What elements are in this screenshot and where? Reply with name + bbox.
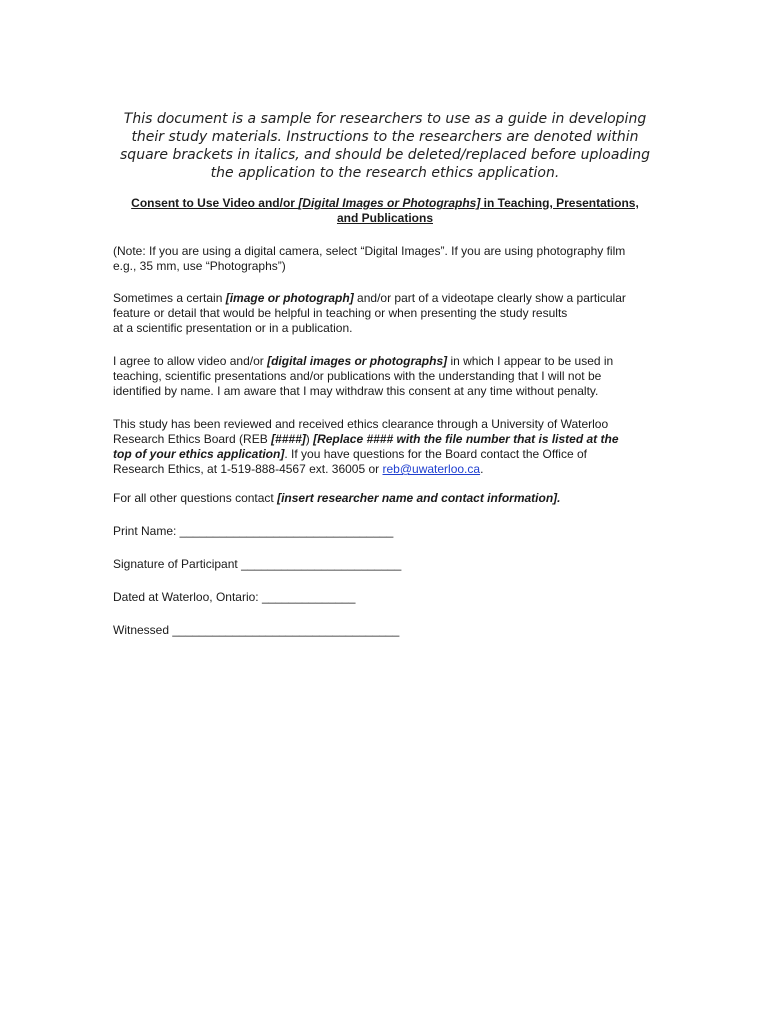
para1-line-1: [113, 291, 661, 306]
para3-text-reb: Research Ethics Board (REB: [113, 432, 272, 446]
document-title: [112, 196, 658, 226]
paragraph-1: [113, 291, 661, 336]
note-paragraph: [113, 244, 661, 274]
email-link[interactable]: reb@uwaterloo.ca: [382, 462, 481, 476]
print-name-field: Print Name: ________________________________: [113, 524, 394, 538]
intro-line-3: square brackets in italics, and should be deleted/replaced before uploading: [120, 147, 650, 163]
para2-line-2: teaching, scientific presentations and/or publications with the understanding that I will not be: [113, 369, 602, 383]
intro-line-4: the application to the research ethics application.: [210, 165, 560, 181]
para3-replace-instruction: [Replace #### with the file number that is listed at the: [313, 432, 619, 446]
signature-field: Signature of Participant ________________________: [113, 557, 402, 571]
para3-reb-placeholder: [####]: [271, 432, 306, 446]
note-line-2: e.g., 35 mm, use “Photographs”): [113, 259, 286, 273]
para2-line-3: identified by name. I am aware that I may withdraw this consent at any time without penalty.: [113, 384, 599, 398]
para1-text-a: Sometimes a certain: [113, 291, 226, 305]
para3-line-1: This study has been reviewed and received ethics clearance through a University of Waterloo: [113, 417, 609, 431]
para3-text-period: .: [480, 462, 484, 476]
para1-line-3: at a scientific presentation or in a publication.: [113, 321, 353, 335]
paragraph-2: [113, 354, 661, 399]
para4-placeholder: [insert researcher name and contact information].: [277, 491, 561, 505]
para1-text-c: and/or part of a videotape clearly show a particular: [353, 291, 626, 305]
para2-line-1: [113, 354, 661, 369]
paragraph-4: [113, 491, 661, 506]
para1-placeholder: [image or photograph]: [225, 291, 354, 305]
title-part-2: [Digital Images or Photographs]: [298, 196, 481, 210]
title-part-1: Consent to Use Video and/or: [131, 196, 299, 210]
para3-text-paren: ): [305, 432, 314, 446]
para3-line-3: [113, 447, 661, 462]
note-line-1: (Note: If you are using a digital camera, select “Digital Images”. If you are using photography film: [113, 244, 626, 258]
para4-text: For all other questions contact: [113, 491, 278, 505]
intro-line-1: This document is a sample for researchers to use as a guide in developing: [123, 111, 647, 127]
title-line-2: and Publications: [336, 211, 433, 225]
title-part-3: in Teaching, Presentations,: [480, 196, 639, 210]
para3-text-questions: . If you have questions for the Board contact the Office of: [284, 447, 587, 461]
para1-line-2: feature or detail that would be helpful in teaching or when presenting the study results: [113, 306, 568, 320]
para2-text-c: in which I appear to be used in: [447, 354, 614, 368]
intro-line-2: their study materials. Instructions to the researchers are denoted within: [131, 129, 639, 145]
title-line-1: [112, 196, 658, 211]
para3-line-4: [113, 462, 661, 477]
witnessed-field: Witnessed __________________________________: [113, 623, 400, 637]
para3-text-phone: Research Ethics, at 1-519-888-4567 ext. 36005 or: [113, 462, 383, 476]
para2-placeholder: [digital images or photographs]: [267, 354, 448, 368]
para3-line-2: [113, 432, 661, 447]
paragraph-3: [113, 417, 661, 477]
intro-instructions: [112, 110, 658, 182]
para3-instruction-end: top of your ethics application]: [113, 447, 285, 461]
para2-text-a: I agree to allow video and/or: [113, 354, 268, 368]
dated-field: Dated at Waterloo, Ontario: ______________: [113, 590, 356, 604]
